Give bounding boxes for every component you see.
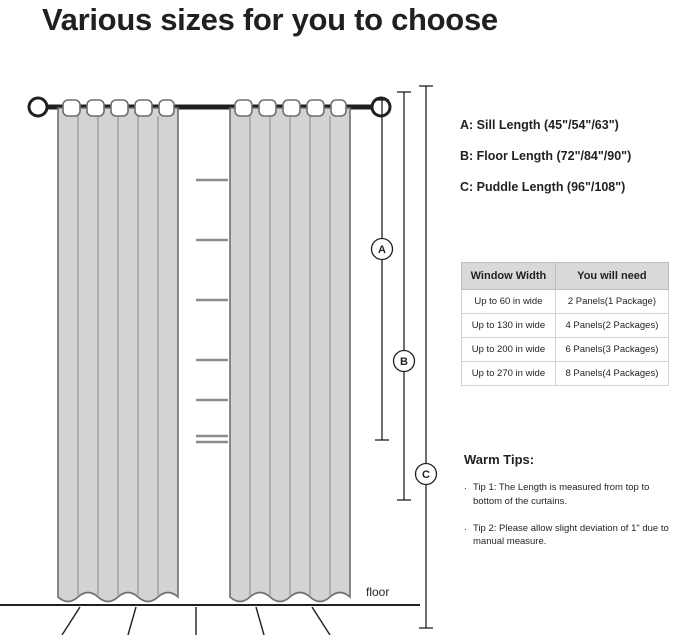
measure-line-c (419, 86, 433, 628)
curtain-diagram (0, 60, 460, 635)
marker-a-label: A (378, 244, 386, 256)
marker-c-label: C (422, 469, 430, 481)
floor-line (0, 605, 420, 635)
cell-window-width: Up to 200 in wide (462, 338, 556, 362)
table-row (462, 362, 669, 386)
tip-item (464, 522, 674, 550)
measure-line-b (397, 92, 411, 500)
window-frame (196, 180, 228, 442)
measure-line-a (375, 100, 389, 440)
floor-label: floor (366, 585, 390, 599)
tip-text: Tip 2: Please allow slight deviation of 1" due to manual measure. (473, 522, 669, 548)
table-row (462, 338, 669, 362)
bullet-icon: · (464, 523, 467, 534)
page-title: Various sizes for you to choose (42, 2, 498, 37)
cell-window-width: Up to 60 in wide (462, 290, 556, 314)
cell-window-width: Up to 130 in wide (462, 314, 556, 338)
cell-you-will-need: 2 Panels(1 Package) (555, 290, 668, 314)
size-guide-table (461, 262, 669, 386)
warm-tips-section (464, 452, 674, 562)
column-header-window-width: Window Width (462, 263, 556, 290)
legend-line-b: B: Floor Length (72"/84"/90") (460, 149, 632, 163)
bullet-icon: · (464, 483, 467, 493)
table-header-row (462, 263, 669, 290)
tip-item (464, 481, 674, 509)
legend-line-a: A: Sill Length (45"/54"/63") (460, 118, 619, 132)
marker-b-label: B (400, 356, 408, 368)
cell-you-will-need: 6 Panels(3 Packages) (555, 338, 668, 362)
curtain-panel-left (58, 100, 178, 602)
tip-text: Tip 1: The Length is measured from top to bottom of the curtains. (473, 482, 650, 507)
cell-you-will-need: 8 Panels(4 Packages) (555, 362, 668, 386)
table-row (462, 314, 669, 338)
warm-tips-title: Warm Tips: (464, 452, 535, 467)
legend (460, 118, 679, 211)
legend-line-c: C: Puddle Length (96"/108") (460, 180, 626, 194)
curtain-panel-right (230, 100, 350, 602)
cell-window-width: Up to 270 in wide (462, 362, 556, 386)
cell-you-will-need: 4 Panels(2 Packages) (555, 314, 668, 338)
column-header-you-will-need: You will need (555, 263, 668, 290)
table-row (462, 290, 669, 314)
